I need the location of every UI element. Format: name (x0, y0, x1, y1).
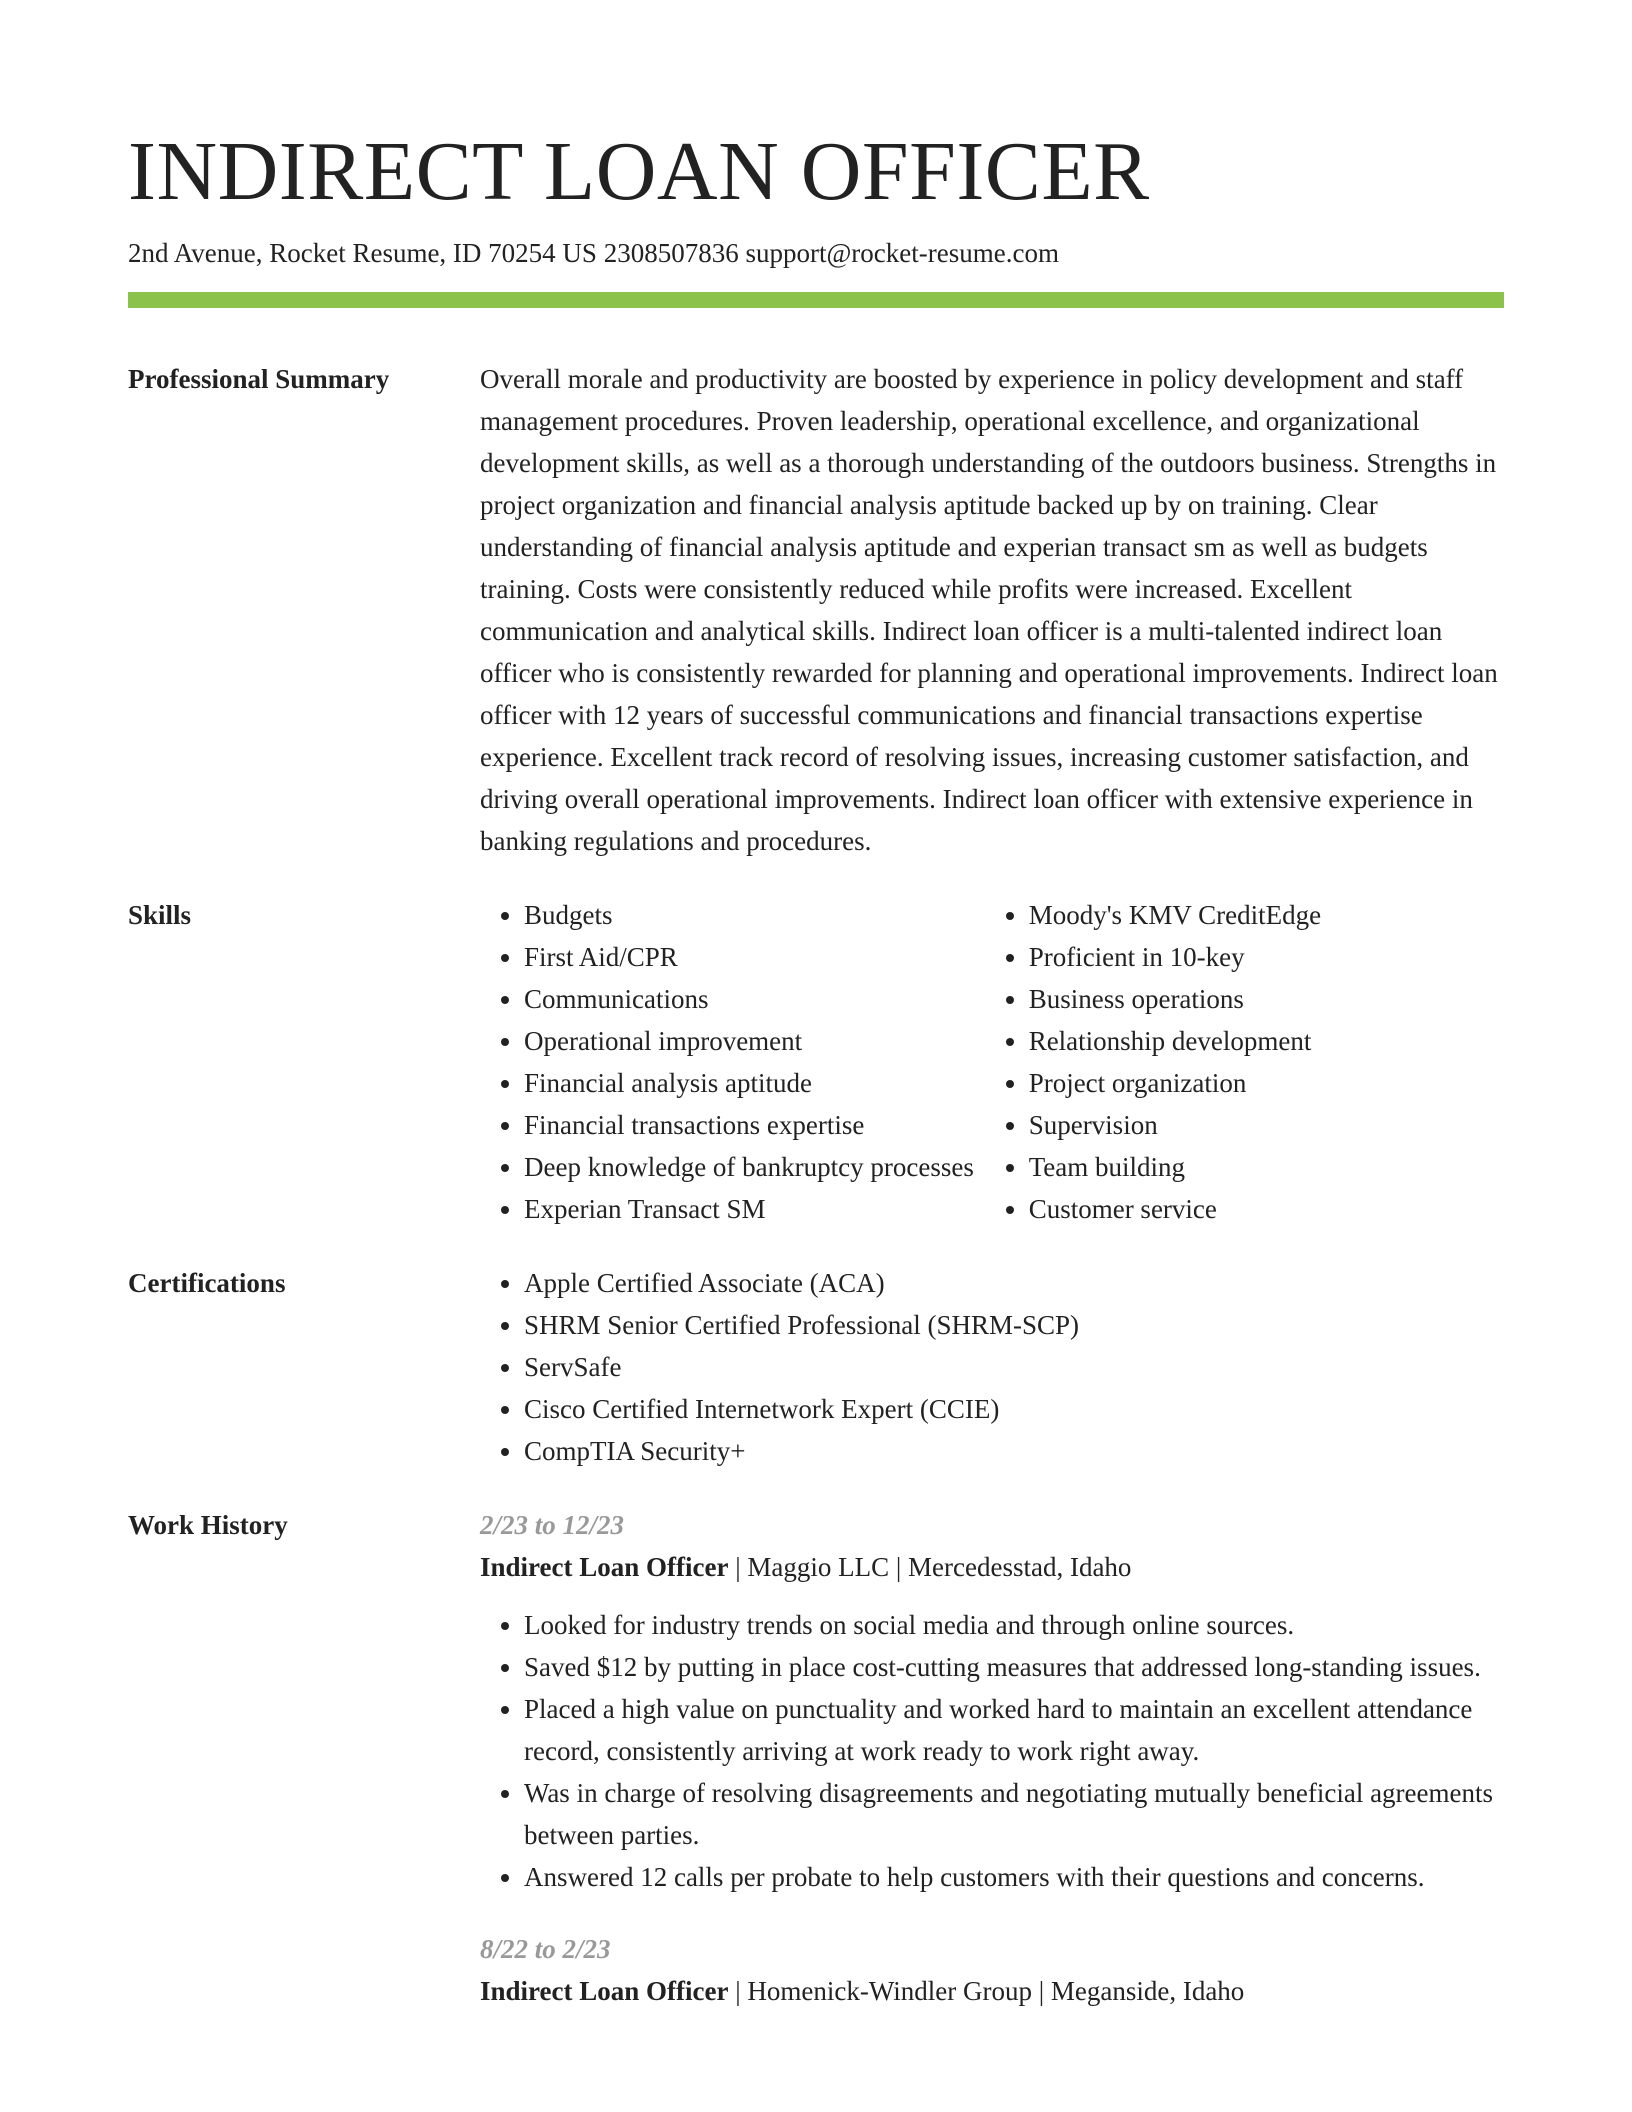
skill-item: • Proficient in 10-key (1029, 936, 1504, 978)
certifications-list (480, 1262, 1504, 1472)
certifications-section (128, 1262, 1504, 1472)
section-label: Skills (128, 900, 192, 930)
skills-list-right (985, 894, 1504, 1230)
skill-item: • Experian Transact SM (524, 1188, 985, 1230)
job-title: Indirect Loan Officer (480, 1552, 729, 1582)
job-bullet: • Placed a high value on punctuality and worked hard to maintain an excellent attendance record, consistently arriving at work ready to work right away. (524, 1688, 1504, 1772)
section-label: Professional Summary (128, 364, 390, 394)
section-label: Certifications (128, 1268, 286, 1298)
section-body (480, 1262, 1504, 1472)
professional-summary-section (128, 358, 1504, 862)
certification-item: • Apple Certified Associate (ACA) (524, 1262, 1504, 1304)
skill-item: • Budgets (524, 894, 985, 936)
job-entry (480, 1928, 1504, 2012)
job-bullet: • Looked for industry trends on social media and through online sources. (524, 1604, 1504, 1646)
work-history-section (128, 1504, 1504, 2012)
skill-item: • Team building (1029, 1146, 1504, 1188)
summary-text: Overall morale and productivity are boosted by experience in policy development and staff management procedures. Proven leadership, operational excellence, and organizational development skills, as well as a thorough understanding of the outdoors business. Strengths in project organization and financial analysis aptitude backed up by on training. Clear understanding of financial analysis aptitude and experian transact sm as well as budgets training. Costs were consistently reduced while profits were increased. Excellent communication and analytical skills. Indirect loan officer is a multi-talented indirect loan officer who is consistently rewarded for planning and operational improvements. Indirect loan officer with 12 years of successful communications and financial transactions expertise experience. Excellent track record of resolving issues, increasing customer satisfaction, and driving overall operational improvements. Indirect loan officer with extensive experience in banking regulations and procedures. (480, 364, 1498, 856)
skill-item: • Business operations (1029, 978, 1504, 1020)
skill-item: • Communications (524, 978, 985, 1020)
skill-item: • Financial transactions expertise (524, 1104, 985, 1146)
skill-item: • Financial analysis aptitude (524, 1062, 985, 1104)
job-entry (480, 1504, 1504, 1898)
job-bullet: • Was in charge of resolving disagreements and negotiating mutually beneficial agreements between parties. (524, 1772, 1504, 1856)
job-heading (480, 1546, 1504, 1588)
skills-list-left (480, 894, 985, 1230)
job-company-location: | Homenick-Windler Group | Meganside, Idaho (728, 1976, 1245, 2006)
job-bullets (480, 1604, 1504, 1898)
certification-item: • CompTIA Security+ (524, 1430, 1504, 1472)
job-title: Indirect Loan Officer (480, 1976, 729, 2006)
job-company-location: | Maggio LLC | Mercedesstad, Idaho (728, 1552, 1132, 1582)
job-bullet: • Answered 12 calls per probate to help customers with their questions and concerns. (524, 1856, 1504, 1898)
resume-name: INDIRECT LOAN OFFICER (128, 125, 1150, 218)
skill-item: • Relationship development (1029, 1020, 1504, 1062)
skills-section (128, 894, 1504, 1230)
skill-item: • Supervision (1029, 1104, 1504, 1146)
skills-columns (480, 894, 1504, 1230)
certification-item: • SHRM Senior Certified Professional (SHRM-SCP) (524, 1304, 1504, 1346)
job-heading (480, 1970, 1504, 2012)
section-label: Work History (128, 1510, 288, 1540)
skill-item: • Customer service (1029, 1188, 1504, 1230)
accent-divider (128, 292, 1504, 308)
skill-item: • First Aid/CPR (524, 936, 985, 978)
job-bullet: • Saved $12 by putting in place cost-cutting measures that addressed long-standing issues. (524, 1646, 1504, 1688)
skill-item: • Project organization (1029, 1062, 1504, 1104)
section-body (480, 1504, 1504, 2012)
skill-item: • Deep knowledge of bankruptcy processes (524, 1146, 985, 1188)
resume-page (128, 0, 1504, 2012)
certification-item: • Cisco Certified Internetwork Expert (CCIE) (524, 1388, 1504, 1430)
skill-item: • Moody's KMV CreditEdge (1029, 894, 1504, 936)
job-dates: 8/22 to 2/23 (480, 1934, 611, 1964)
job-dates: 2/23 to 12/23 (480, 1510, 625, 1540)
certification-item: • ServSafe (524, 1346, 1504, 1388)
contact-line: 2nd Avenue, Rocket Resume, ID 70254 US 2308507836 support@rocket-resume.com (128, 238, 1059, 268)
section-body (480, 358, 1504, 862)
skill-item: • Operational improvement (524, 1020, 985, 1062)
